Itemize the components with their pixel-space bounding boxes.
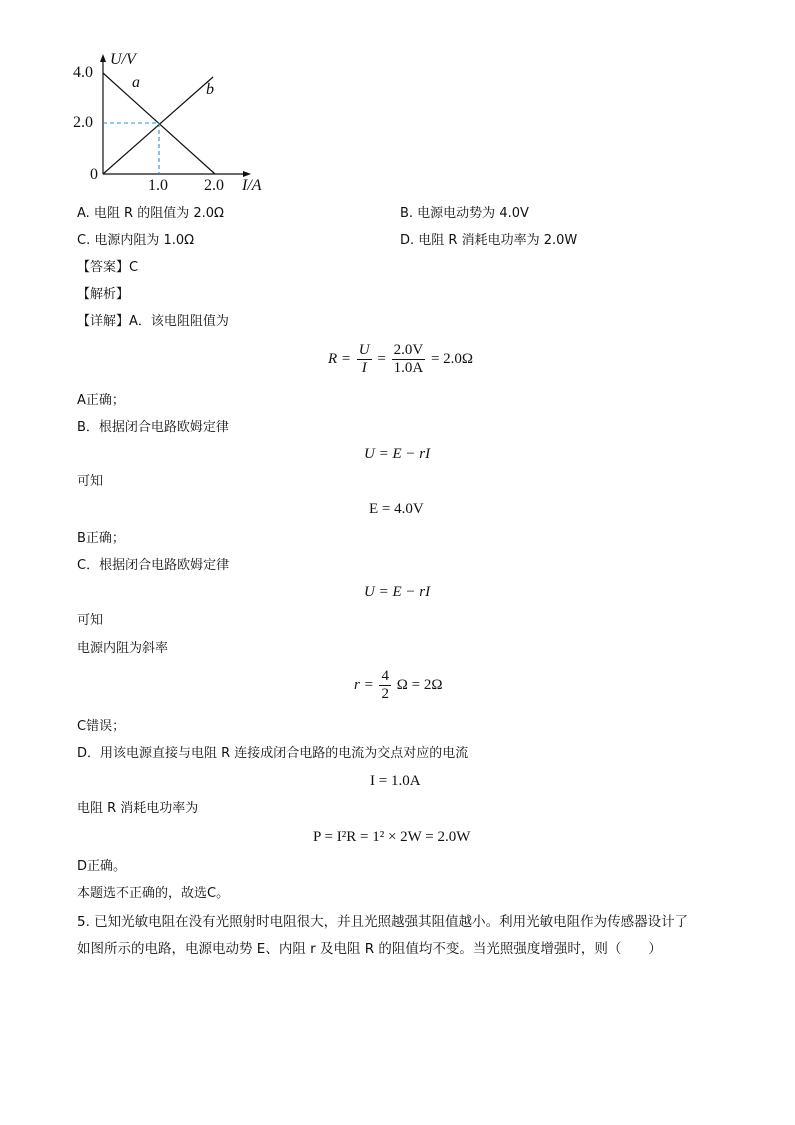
- eq5-fraction: [379, 668, 391, 703]
- detail-a-ok: A正确；: [77, 393, 125, 408]
- line-b-label: b: [206, 81, 214, 98]
- eq1-f1-den: I: [361, 360, 367, 376]
- x-tick-2: 2.0: [204, 177, 224, 194]
- equation-power: P = I²R = 1² × 2W = 2.0W: [313, 829, 471, 845]
- eq5-rhs: Ω = 2Ω: [396, 676, 443, 693]
- detail-d-power: 电阻 R 消耗电功率为: [77, 801, 199, 816]
- y-tick-2: 2.0: [73, 114, 93, 131]
- x-tick-1: 1.0: [148, 177, 168, 194]
- question5-line1: 5. 已知光敏电阻在没有光照射时电阻很大，并且光照越强其阻值越小。利用光敏电阻作为传感器设计了: [77, 914, 689, 930]
- x-axis-label: I/A: [242, 177, 262, 194]
- equation-current: I = 1.0A: [370, 773, 421, 789]
- detail-a-intro-line: [77, 313, 229, 331]
- option-c: C. 电源内阻为 1.0Ω: [77, 233, 195, 248]
- u-i-graph: [70, 50, 290, 200]
- detail-d-ok: D正确。: [77, 859, 127, 874]
- detail-a-intro: A．该电阻阻值为: [129, 314, 229, 329]
- equation-emf: E = 4.0V: [369, 501, 424, 517]
- detail-c-slope: 电源内阻为斜率: [77, 641, 169, 656]
- analysis-label: 【解析】: [77, 287, 130, 302]
- origin-label: 0: [90, 166, 98, 183]
- eq1-equals: =: [377, 350, 386, 367]
- answer-value: C: [129, 260, 139, 275]
- detail-c-know: 可知: [77, 613, 104, 628]
- eq1-f2-num: 2.0V: [393, 342, 424, 358]
- answer-line: [77, 259, 138, 277]
- detail-d-intro: D．用该电源直接与电阻 R 连接成闭合电路的电流为交点对应的电流: [77, 746, 469, 761]
- detail-c-wrong: C错误；: [77, 719, 126, 734]
- line-b: [103, 77, 213, 174]
- answer-label: 【答案】: [77, 260, 130, 275]
- option-a: A. 电阻 R 的阻值为 2.0Ω: [77, 206, 224, 221]
- eq1-lhs: R =: [328, 350, 352, 367]
- eq1-rhs: = 2.0Ω: [430, 350, 474, 367]
- y-axis-arrow: [100, 54, 106, 62]
- detail-conclusion: 本题选不正确的，故选C。: [77, 886, 230, 901]
- detail-b-ok: B正确；: [77, 531, 125, 546]
- eq1-fraction-ui: [357, 342, 372, 377]
- eq1-fraction-values: [392, 342, 426, 377]
- equation-ohm-b: U = E − rI: [364, 446, 431, 462]
- detail-b-know: 可知: [77, 474, 104, 489]
- y-tick-4: 4.0: [73, 64, 93, 81]
- eq1-f1-num: U: [358, 342, 370, 358]
- y-axis-label: U/V: [110, 51, 136, 68]
- detail-label: 【详解】: [77, 314, 130, 329]
- eq5-lhs: r =: [354, 676, 374, 693]
- detail-c-intro: C．根据闭合电路欧姆定律: [77, 558, 230, 573]
- line-a-label: a: [132, 74, 140, 91]
- option-d: D. 电阻 R 消耗电功率为 2.0W: [400, 233, 578, 248]
- equation-resistance: [328, 342, 473, 377]
- question5-line2: 如图所示的电路，电源电动势 E、内阻 r 及电阻 R 的阻值均不变。当光照强度增强时，则（ ）: [77, 941, 662, 957]
- equation-internal-resistance: [354, 668, 442, 703]
- eq1-f2-den: 1.0A: [393, 360, 424, 376]
- detail-b-intro: B．根据闭合电路欧姆定律: [77, 420, 229, 435]
- eq5-num: 4: [381, 668, 389, 684]
- eq5-den: 2: [381, 686, 389, 702]
- option-b: B. 电源电动势为 4.0V: [400, 206, 529, 221]
- equation-ohm-c: U = E − rI: [364, 584, 431, 600]
